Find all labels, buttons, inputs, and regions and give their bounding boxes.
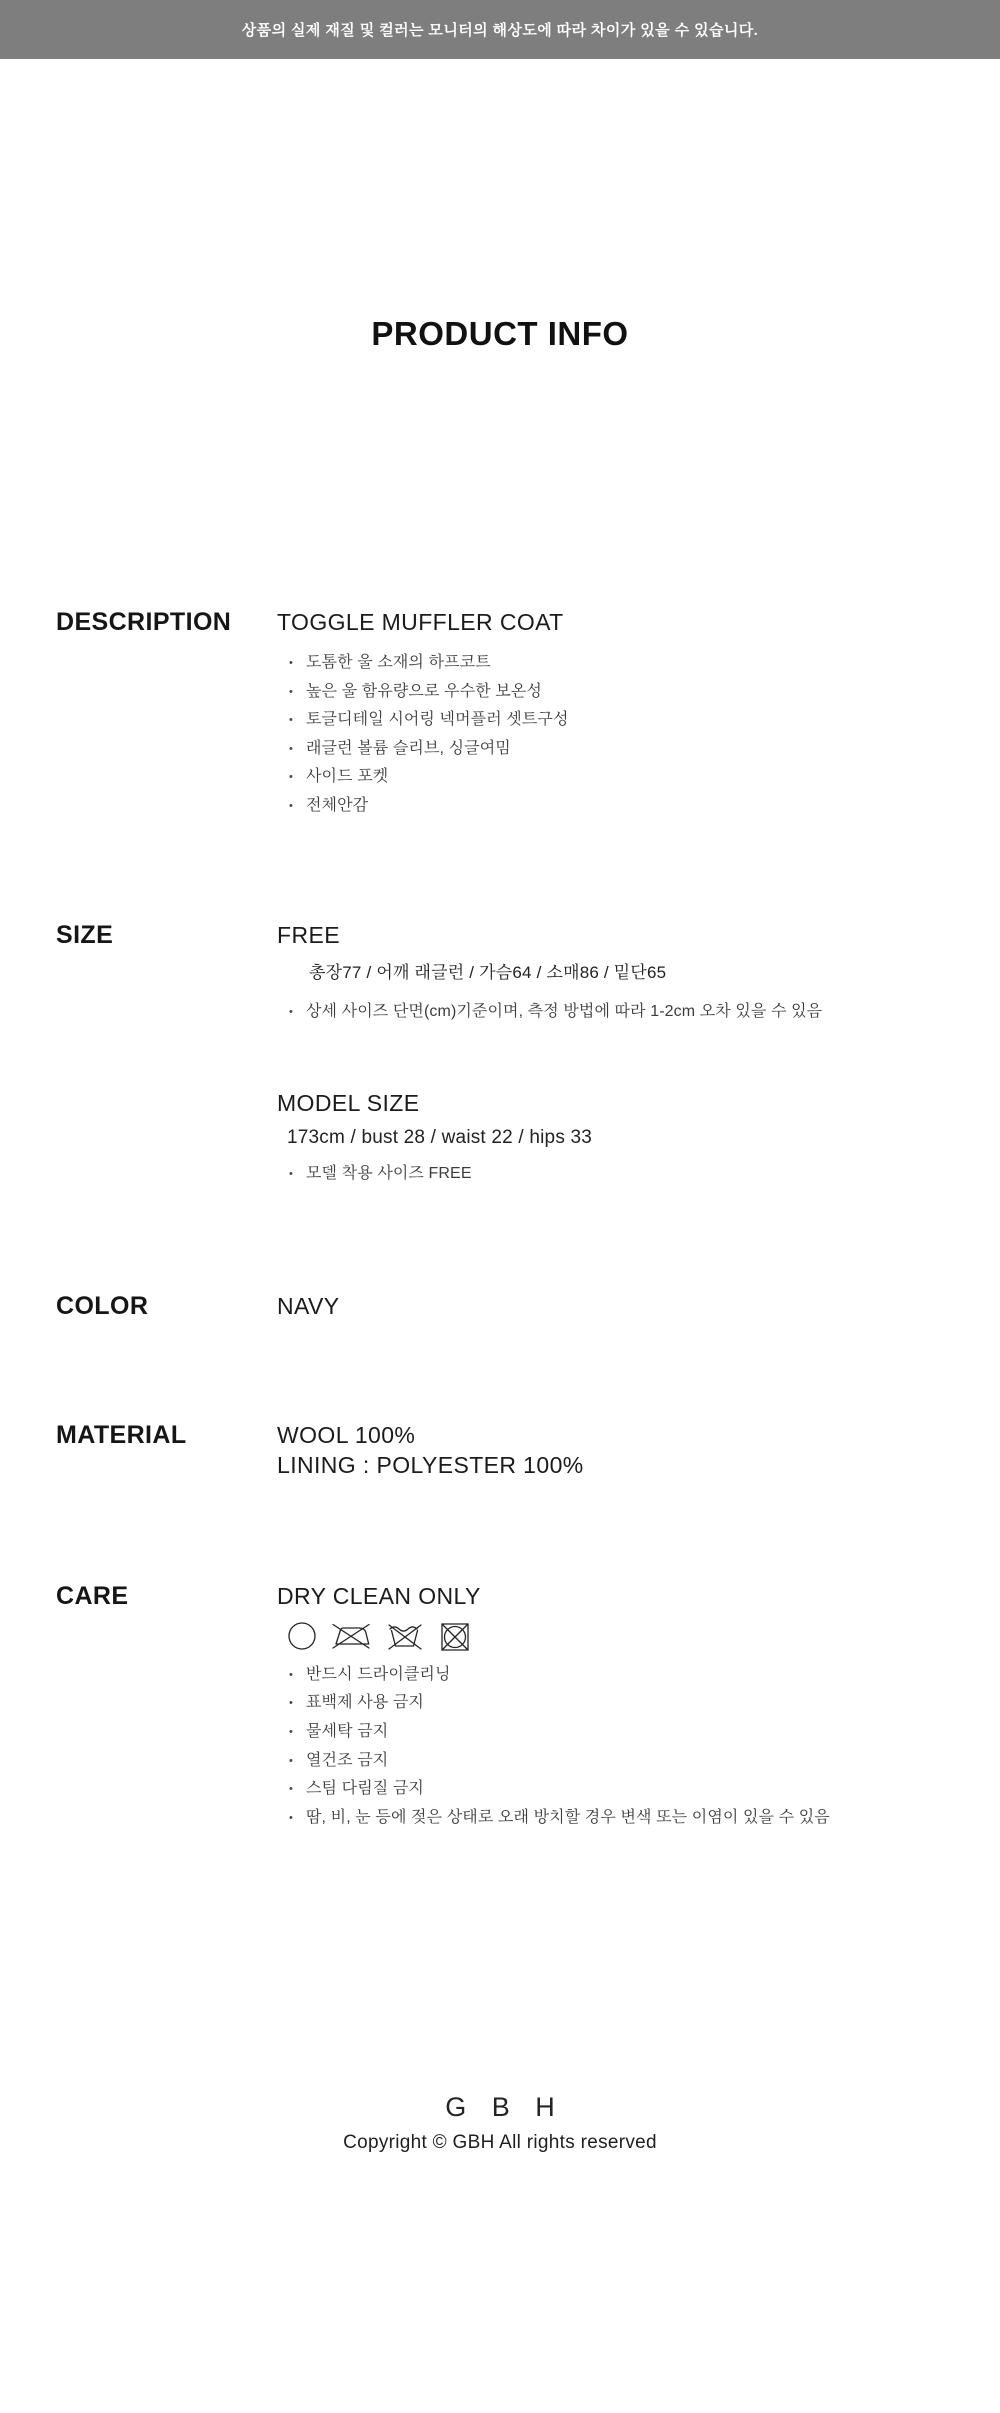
- product-name: TOGGLE MUFFLER COAT: [277, 609, 564, 635]
- list-item: • 토글디테일 시어링 넥머플러 셋트구성: [289, 706, 1000, 735]
- size-measurements: 총장77 / 어깨 래글런 / 가슴64 / 소매86 / 밑단65: [309, 962, 667, 982]
- description-bullet-list: [277, 649, 1000, 821]
- no-tumble-dry-icon: [438, 1619, 472, 1653]
- page-title: PRODUCT INFO: [371, 315, 629, 352]
- section-model-size: [0, 1088, 1000, 1189]
- section-size: [0, 920, 1000, 1027]
- model-size-heading: MODEL SIZE: [277, 1090, 420, 1117]
- care-label: CARE: [56, 1581, 129, 1610]
- copyright-text: Copyright © GBH All rights reserved: [343, 2132, 657, 2154]
- list-item: • 땀, 비, 눈 등에 젖은 상태로 오래 방치할 경우 변색 또는 이염이 있을 수 있음: [289, 1804, 1000, 1833]
- model-size-note: • 모델 착용 사이즈 FREE: [289, 1160, 1000, 1189]
- size-note: • 상세 사이즈 단면(cm)기준이며, 측정 방법에 따라 1-2cm 오차 있을 수 있음: [289, 998, 1000, 1027]
- section-material: [0, 1420, 1000, 1480]
- product-info-content: [0, 607, 1000, 1832]
- model-size-note-list: [277, 1160, 1000, 1189]
- list-item: • 전체안감: [289, 792, 1000, 821]
- size-value: FREE: [277, 921, 340, 948]
- no-wash-icon: [385, 1619, 425, 1653]
- material-line-outer: WOOL 100%: [277, 1421, 416, 1448]
- material-line-lining: LINING : POLYESTER 100%: [277, 1451, 584, 1478]
- description-label: DESCRIPTION: [56, 608, 232, 636]
- gbh-logo: G B H: [445, 2092, 564, 2123]
- list-item: • 래글런 볼륨 슬리브, 싱글여밈: [289, 735, 1000, 764]
- list-item: • 도톰한 울 소재의 하프코트: [289, 649, 1000, 678]
- list-item: • 반드시 드라이클리닝: [289, 1661, 1000, 1690]
- size-label: SIZE: [56, 920, 114, 949]
- care-bullet-list: [277, 1661, 1000, 1833]
- list-item: • 물세탁 금지: [289, 1718, 1000, 1747]
- section-color: [0, 1291, 1000, 1321]
- color-label: COLOR: [56, 1291, 149, 1320]
- model-size-measurements: 173cm / bust 28 / waist 22 / hips 33: [287, 1127, 593, 1149]
- material-label: MATERIAL: [56, 1420, 187, 1449]
- list-item: • 사이드 포켓: [289, 763, 1000, 792]
- care-value: DRY CLEAN ONLY: [277, 1582, 481, 1609]
- section-care: [0, 1581, 1000, 1833]
- notice-banner: [0, 0, 1000, 59]
- page-footer: [0, 2092, 1000, 2408]
- section-description: [0, 607, 1000, 821]
- size-note-list: [277, 998, 1000, 1027]
- color-value: NAVY: [277, 1292, 340, 1319]
- list-item: • 높은 울 함유량으로 우수한 보온성: [289, 678, 1000, 707]
- laundry-symbol-row: [277, 1619, 1000, 1653]
- list-item: • 표백제 사용 금지: [289, 1689, 1000, 1718]
- list-item: • 스팀 다림질 금지: [289, 1775, 1000, 1804]
- notice-banner-text: 상품의 실제 재질 및 컬러는 모니터의 해상도에 따라 차이가 있을 수 있습니다.: [241, 22, 759, 39]
- no-iron-icon: [330, 1619, 372, 1653]
- dry-clean-circle-icon: [287, 1619, 317, 1653]
- list-item: • 열건조 금지: [289, 1747, 1000, 1776]
